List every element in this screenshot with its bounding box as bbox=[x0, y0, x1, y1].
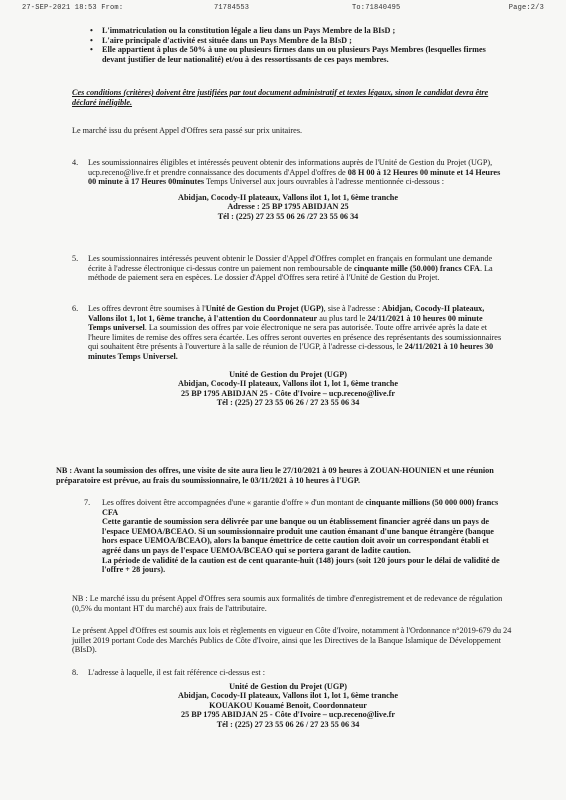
item-number: 6. bbox=[72, 304, 79, 313]
address-block bbox=[72, 193, 504, 222]
item-text: au plus tard le bbox=[317, 313, 368, 323]
nb-registration: NB : Le marché issu du présent Appel d'Offres sera soumis aux formalités de timbre d'enregistrement et de redevance de régulation (0,5% du montant HT du marché) aux frais de l'attributaire. bbox=[72, 594, 503, 613]
address-line: Abidjan, Cocody-II plateaux, Vallons ilot 1, lot 1, 6ème tranche bbox=[178, 192, 398, 202]
item-text-bold: cinquante millions (50 000 000) francs CFA bbox=[102, 498, 499, 517]
item-5 bbox=[72, 254, 504, 283]
fax-page-number: Page:2/3 bbox=[508, 4, 544, 12]
price-line: Le marché issu du présent Appel d'Offres sera passé sur prix unitaires. bbox=[72, 126, 303, 135]
item-6 bbox=[72, 304, 504, 408]
criteria-note: Ces conditions (critères) doivent être justifiées par tout document administratif et textes légaux, sinon le candidat devra être déclaré inéligible. bbox=[72, 88, 489, 107]
address-line: Tél : (225) 27 23 55 06 26 / 27 23 55 06 34 bbox=[216, 719, 360, 729]
item-text: . La soumission des offres par voie électronique ne sera pas autorisée. Toute offre arrivée après la date et l'heure limites de remise des offres sera écartée. Les offres seront ouvertes en présence des représentants des soumissionnaires qui souhaitent être présents à l'ouverture à la salle de réunion de l'UGP, à l'adresse ci-dessous, le bbox=[88, 323, 502, 352]
item-number: 8. bbox=[72, 668, 79, 677]
address-line: Abidjan, Cocody-II plateaux, Vallons ilot 1, lot 1, 6ème tranche bbox=[178, 379, 398, 389]
item-text: L'adresse à laquelle, il est fait référence ci-dessus est : bbox=[88, 668, 265, 677]
item-text: Les soumissionnaires éligibles et intéressés peuvent obtenir des informations auprès de l'Unité de Gestion du Projet (UGP), ucp.receno@live.fr et prendre connaissance des documents d'Appel d'offres de bbox=[88, 158, 493, 177]
address-block bbox=[72, 370, 504, 408]
criteria-item: • L'aire principale d'activité est située dans un Pays Membre de la BIsD ; bbox=[88, 36, 508, 46]
item-number: 5. bbox=[72, 254, 79, 263]
item-text-bold: Unité de Gestion du Projet (UGP) bbox=[205, 304, 324, 313]
item-text-bold: La période de validité de la caution est de cent quarante-huit (148) jours (soit 120 jours pour le délai de validité de l'offre + 28 jours). bbox=[102, 555, 500, 575]
address-line: Adresse : 25 BP 1795 ABIDJAN 25 bbox=[227, 202, 349, 212]
fax-from-number: 71784553 bbox=[214, 4, 250, 12]
rules-paragraph: Le présent Appel d'Offres est soumis aux lois et règlements en vigueur en Côte d'Ivoire, notamment à l'Ordonnance n°2019-679 du 24 juillet 2019 portant Code des Marchés Publics de Côte d'Ivoire, ainsi que les Directives de la Banque Islamique de Développement (BIsD). bbox=[72, 626, 512, 655]
item-text-bold: Abidjan, Cocody-II plateaux, Vallons ilot 1, lot 1, 6ème tranche, à l'attention du Coordonnateur bbox=[88, 304, 485, 323]
item-text: Les offres devront être soumises à l' bbox=[88, 304, 206, 313]
item-text-bold: Cette garantie de soumission sera délivrée par une banque ou un établissement financier agréé dans un pays de l'espace UEMOA/BCEAO. Si un soumissionnaire produit une caution émanant d'une banque étrangère (banque hors espace UEMOA/BCEAO), alors la banque émettrice de cette caution doit avoir un correspondant établi et agréé dans un pays de l'espace UEMOA/BCEAO qui se portera garant de ladite caution. bbox=[102, 517, 494, 555]
item-8 bbox=[72, 668, 504, 730]
address-line: 25 BP 1795 ABIDJAN 25 - Côte d'Ivoire – ucp.receno@live.fr bbox=[180, 710, 396, 720]
address-line: KOUAKOU Kouamé Benoit, Coordonnateur bbox=[209, 700, 367, 710]
item-number: 7. bbox=[84, 498, 91, 507]
item-text: Les soumissionnaires intéressés peuvent obtenir le Dossier d'Appel d'Offres complet en français en formulant une demande écrite à l'adresse électronique ci-dessus contre un paiement non remboursable de bbox=[88, 254, 493, 273]
address-line: Unité de Gestion du Projet (UGP) bbox=[229, 681, 347, 691]
item-text: , sise à l'adresse : bbox=[323, 304, 382, 313]
item-7 bbox=[72, 498, 504, 575]
criteria-item: • L'immatriculation ou la constitution légale a lieu dans un Pays Membre de la BIsD ; bbox=[88, 26, 508, 36]
address-block bbox=[72, 682, 504, 730]
nb-site-visit: NB : Avant la soumission des offres, une visite de site aura lieu le 27/10/2021 à 09 heures à ZOUAN-HOUNIEN et une réunion préparatoire est prévue, au frais du soumissionnaire, le 03/11/2021 à 10 heures à l'UGP. bbox=[56, 466, 494, 485]
address-line: 25 BP 1795 ABIDJAN 25 - Côte d'Ivoire – ucp.receno@live.fr bbox=[180, 388, 396, 398]
address-line: Unité de Gestion du Projet (UGP) bbox=[229, 369, 347, 379]
fax-header bbox=[22, 4, 544, 14]
address-line: Abidjan, Cocody-II plateaux, Vallons ilot 1, lot 1, 6ème tranche bbox=[178, 691, 398, 701]
criteria-item: • Elle appartient à plus de 50% à une ou plusieurs firmes dans un ou plusieurs Pays Membres (lesquelles firmes devant justifier de leur nationalité) et/ou à des ressortissants de ces pays membres. bbox=[88, 45, 508, 64]
item-text: . La méthode de paiement sera en espèces. Le dossier d'Appel d'Offres sera retiré à l'Unité de Gestion du Projet. bbox=[88, 263, 493, 283]
item-text-bold: cinquante mille (50.000) francs CFA bbox=[353, 263, 480, 273]
address-line: Tél : (225) 27 23 55 06 26 / 27 23 55 06 34 bbox=[216, 398, 360, 408]
item-text: Temps Universel aux jours ouvrables à l'adresse mentionnée ci-dessous : bbox=[204, 177, 445, 187]
item-number: 4. bbox=[72, 158, 79, 167]
item-text: Les offres doivent être accompagnées d'une « garantie d'offre » d'un montant de bbox=[102, 498, 366, 507]
fax-to-number: To:71840495 bbox=[352, 4, 401, 12]
criteria-list bbox=[88, 26, 508, 64]
item-text-bold: 08 H 00 à 12 Heures 00 minute et 14 Heures 00 minute à 17 Heures 00minutes bbox=[88, 167, 501, 187]
item-text-bold: 24/11/2021 à 10 heures 00 minute Temps universel bbox=[88, 313, 483, 333]
fax-date-time: 27-SEP-2021 18:53 From: bbox=[22, 4, 124, 12]
item-text-bold: 24/11/2021 à 10 heures 30 minutes Temps Universel. bbox=[88, 342, 494, 361]
item-4 bbox=[72, 158, 504, 222]
address-line: Tél : (225) 27 23 55 06 26 /27 23 55 06 34 bbox=[217, 211, 359, 221]
